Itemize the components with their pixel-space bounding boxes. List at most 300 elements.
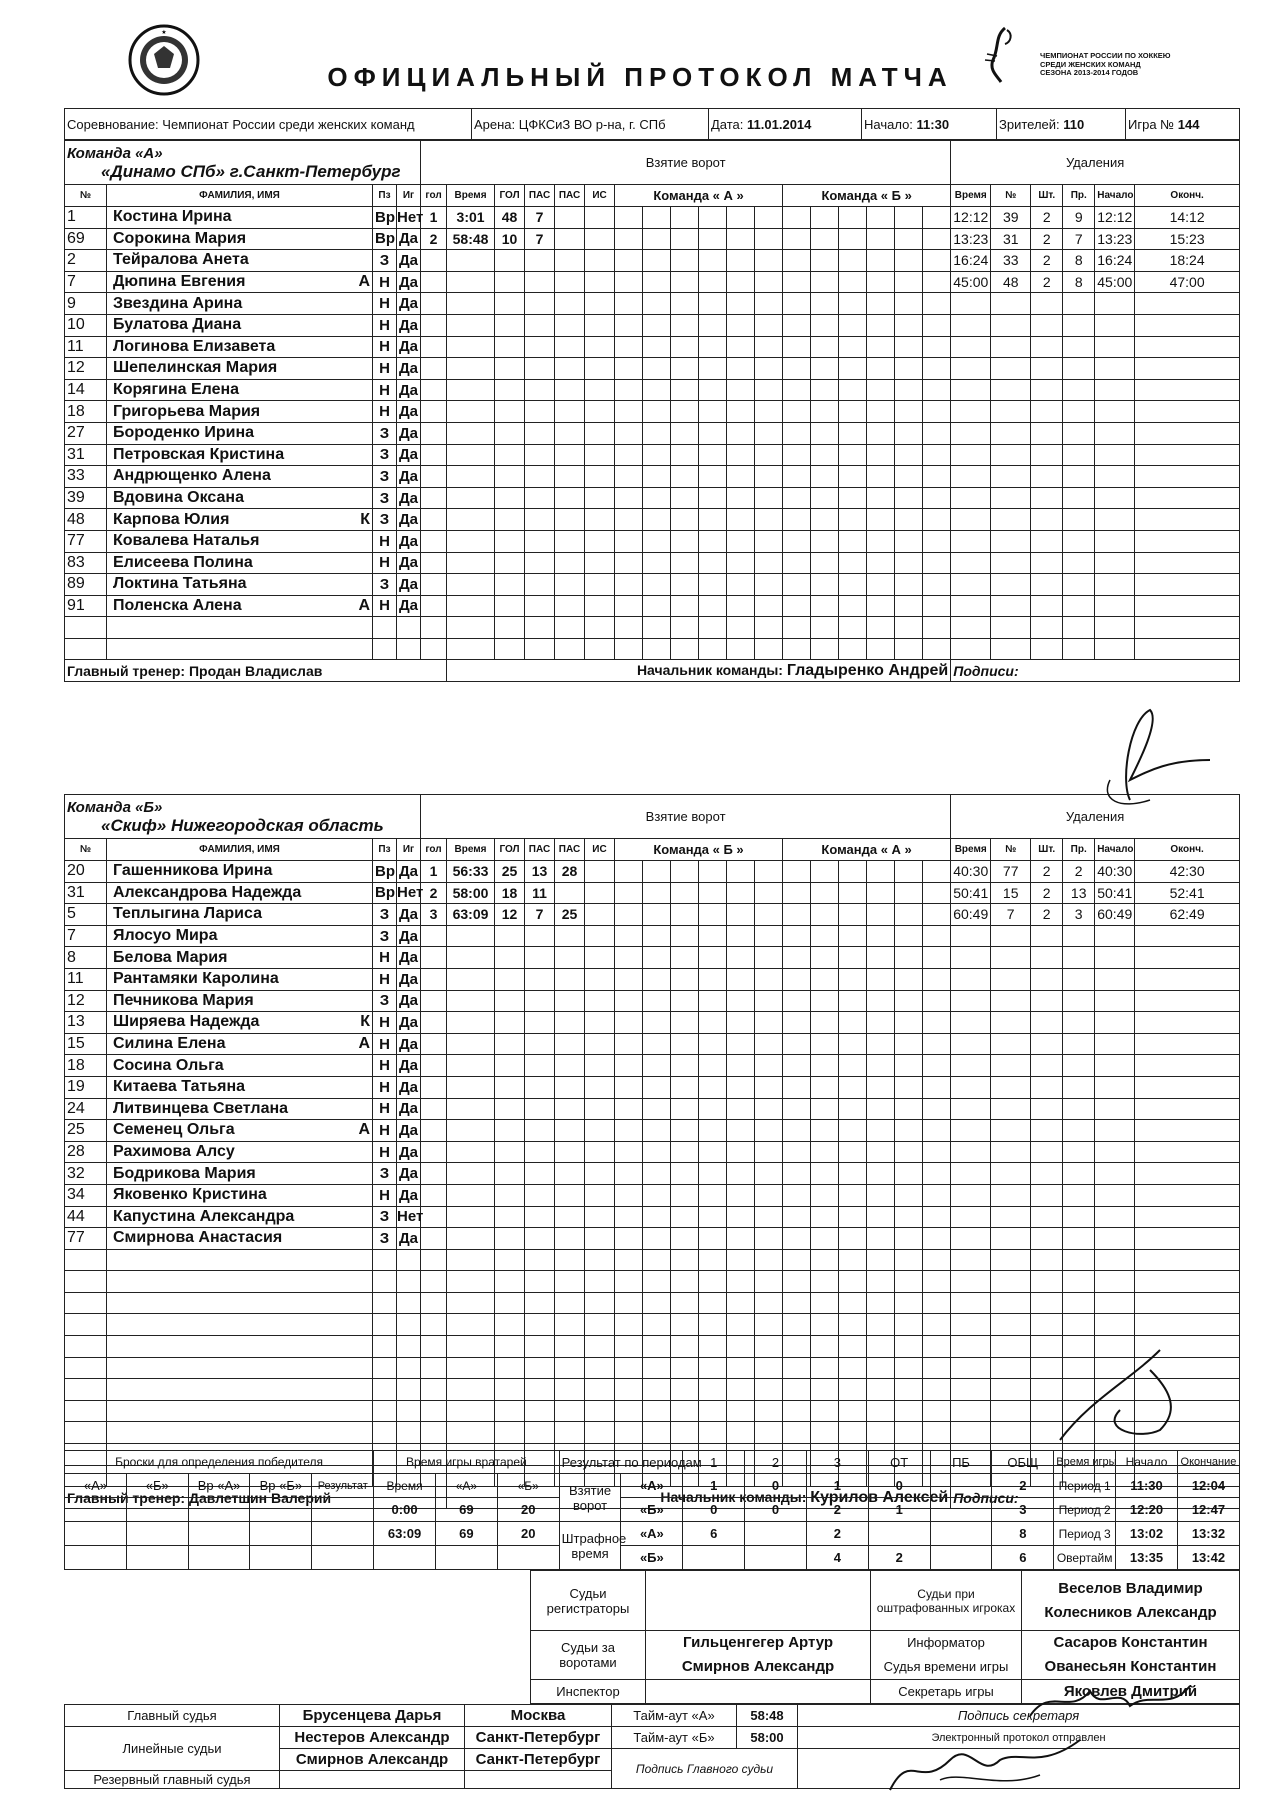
player-role: А bbox=[358, 1035, 370, 1053]
player-number: 9 bbox=[65, 293, 107, 315]
penalty-reason: 3 bbox=[1063, 904, 1095, 926]
team_a-penalties-header: Удаления bbox=[951, 141, 1240, 185]
player-name: Ялосуо Мира bbox=[113, 927, 218, 945]
table-row bbox=[65, 1228, 1240, 1250]
table-row bbox=[65, 1012, 1240, 1034]
player-role: К bbox=[360, 510, 370, 528]
player-number: 27 bbox=[65, 422, 107, 444]
goal-n: 1 bbox=[421, 207, 447, 229]
player-number: 8 bbox=[65, 947, 107, 969]
player-name: Теплыгина Лариса bbox=[113, 905, 262, 923]
penalty-reason: 8 bbox=[1063, 250, 1095, 272]
table-row bbox=[65, 638, 1240, 660]
penalty-start: 60:49 bbox=[1095, 904, 1135, 926]
player-name: Локтина Татьяна bbox=[113, 575, 247, 593]
team_b-coach: Давлетшин Валерий bbox=[188, 1489, 332, 1506]
player-number: 77 bbox=[65, 1228, 107, 1250]
player-played: Да bbox=[397, 293, 421, 315]
player-name: Поленска Алена bbox=[113, 596, 242, 614]
player-played: Да bbox=[397, 904, 421, 926]
player-number: 48 bbox=[65, 509, 107, 531]
goal-pas1: 13 bbox=[525, 861, 555, 883]
goal-gol: 25 bbox=[495, 861, 525, 883]
player-position: З bbox=[373, 1163, 397, 1185]
player-played: Да bbox=[397, 444, 421, 466]
table-row bbox=[65, 617, 1240, 639]
goal-pas2 bbox=[555, 882, 585, 904]
penalty-time: 16:24 bbox=[951, 250, 991, 272]
player-name: Семенец Ольга bbox=[113, 1121, 235, 1139]
player-played: Да bbox=[397, 314, 421, 336]
table-row bbox=[65, 925, 1240, 947]
player-played: Да bbox=[397, 552, 421, 574]
player-position: Н bbox=[373, 1098, 397, 1120]
player-played: Да bbox=[397, 1184, 421, 1206]
goals-by-period-label: Взятие ворот bbox=[559, 1474, 621, 1522]
table-row bbox=[65, 379, 1240, 401]
goal-time: 56:33 bbox=[447, 861, 495, 883]
player-played: Да bbox=[397, 1120, 421, 1142]
table-row bbox=[65, 1422, 1240, 1444]
player-played: Да bbox=[397, 509, 421, 531]
table-row bbox=[65, 968, 1240, 990]
player-number: 33 bbox=[65, 466, 107, 488]
arena-value: ЦФКСиЗ ВО р-на, г. СПб bbox=[518, 116, 666, 132]
table-row bbox=[65, 1336, 1240, 1358]
player-name: Капустина Александра bbox=[113, 1207, 295, 1225]
player-played: Да bbox=[397, 336, 421, 358]
penalty-end: 47:00 bbox=[1135, 271, 1240, 293]
goal-gol: 48 bbox=[495, 207, 525, 229]
penalty-num: 77 bbox=[991, 861, 1031, 883]
player-name: Китаева Татьяна bbox=[113, 1078, 246, 1096]
player-name: Тейралова Анета bbox=[113, 251, 249, 269]
table-row bbox=[65, 1249, 1240, 1271]
player-name: Ковалева Наталья bbox=[113, 532, 260, 550]
player-name: Дюпина Евгения bbox=[113, 273, 246, 291]
table-row bbox=[65, 358, 1240, 380]
player-position: Н bbox=[373, 968, 397, 990]
table-row bbox=[65, 271, 1240, 293]
player-position: Н bbox=[373, 1012, 397, 1034]
goal-time: 58:00 bbox=[447, 882, 495, 904]
player-played: Да bbox=[397, 228, 421, 250]
table-row bbox=[65, 401, 1240, 423]
player-played: Да bbox=[397, 968, 421, 990]
table-row bbox=[65, 422, 1240, 444]
player-number: 11 bbox=[65, 336, 107, 358]
player-number: 91 bbox=[65, 595, 107, 617]
player-name: Ширяева Надежда bbox=[113, 1013, 260, 1031]
table-row bbox=[65, 1163, 1240, 1185]
player-position: Н bbox=[373, 1076, 397, 1098]
player-number: 20 bbox=[65, 861, 107, 883]
player-position: Н bbox=[373, 336, 397, 358]
table-row bbox=[65, 882, 1240, 904]
player-played: Да bbox=[397, 1228, 421, 1250]
goal-n: 1 bbox=[421, 861, 447, 883]
penalty-start: 40:30 bbox=[1095, 861, 1135, 883]
table-row bbox=[65, 207, 1240, 229]
table-row bbox=[65, 509, 1240, 531]
goal-pas1: 11 bbox=[525, 882, 555, 904]
player-name: Бодрикова Мария bbox=[113, 1164, 256, 1182]
goal-gol: 12 bbox=[495, 904, 525, 926]
player-role: А bbox=[358, 1121, 370, 1139]
player-number: 34 bbox=[65, 1184, 107, 1206]
player-position: З bbox=[373, 925, 397, 947]
player-number: 5 bbox=[65, 904, 107, 926]
table-row bbox=[65, 1076, 1240, 1098]
penalty-min: 2 bbox=[1031, 228, 1063, 250]
player-name: Смирнова Анастасия bbox=[113, 1229, 283, 1247]
player-played: Нет bbox=[397, 882, 421, 904]
game-number: 144 bbox=[1177, 116, 1200, 132]
player-position: З bbox=[373, 466, 397, 488]
table-row bbox=[65, 947, 1240, 969]
goal-pas2: 28 bbox=[555, 861, 585, 883]
player-number: 19 bbox=[65, 1076, 107, 1098]
table-row bbox=[65, 552, 1240, 574]
player-name: Бороденко Ирина bbox=[113, 424, 255, 442]
team_b-penalties-header: Удаления bbox=[951, 795, 1240, 839]
table-row bbox=[65, 444, 1240, 466]
player-position: Н bbox=[373, 293, 397, 315]
table-row bbox=[65, 990, 1240, 1012]
player-position: З bbox=[373, 1228, 397, 1250]
team_b-table: Команда «Б» «Скиф» Нижегородская область Взятие ворот Удаления № ФАМИЛИЯ, ИМЯ Пз Иг гол Время ГОЛ ПАС ПАС ИС Команда « Б » Команда « А » Время № Шт. Пр. Начало Оконч. 20 Гашенникова Ирина Вр Да 1 56:33 25 13 28 40:30 77 2 2 40:30 42:30 31 Александрова Надежда Вр Нет 2 58:00 18 11 50:41 15 2 13 50:41 52:41 5 Теплыгина Лариса З Да 3 63:09 12 7 25 60:49 7 2 3 60:49 62:49 7 Ялосуо Мира З Да 8 Белова Мария Н Да 11 Рантамяки Каролина Н Да 12 Печникова Мария З Да 13 Ширяева Надежда К Н Да 15 Силина Елена А Н Да 18 Сосина Ольга Н Да 19 Китаева Татьяна Н Да 24 Литвинцева Светлана Н Да 25 Семенец Ольга А Н Да 28 Рахимова Алсу Н Да 32 Бодрикова Мария З Да 34 Яковенко Кристина Н Да 44 Капустина Александра З Нет 77 Смирнова Анастасия З Да Главный тренер: Давлетшин Валерий Начальник команды: Курилов Алексей Подписи: bbox=[64, 794, 1240, 1509]
player-played: Да bbox=[397, 250, 421, 272]
player-played: Да bbox=[397, 990, 421, 1012]
start-value: 11:30 bbox=[916, 116, 950, 132]
player-name: Андрющенко Алена bbox=[113, 467, 271, 485]
player-position: Н bbox=[373, 401, 397, 423]
player-position: З bbox=[373, 422, 397, 444]
player-position: Н bbox=[373, 1033, 397, 1055]
player-played: Да bbox=[397, 925, 421, 947]
player-name: Логинова Елизавета bbox=[113, 337, 276, 355]
player-number: 31 bbox=[65, 882, 107, 904]
table-row bbox=[65, 250, 1240, 272]
team_a-goals-header: Взятие ворот bbox=[421, 141, 951, 185]
player-number: 18 bbox=[65, 1055, 107, 1077]
svg-text:★: ★ bbox=[161, 29, 167, 36]
penalty-time: 40:30 bbox=[951, 861, 991, 883]
player-position: Вр bbox=[373, 861, 397, 883]
championship-caption: ЧЕМПИОНАТ РОССИИ ПО ХОККЕЮ СРЕДИ ЖЕНСКИХ КОМАНД СЕЗОНА 2013-2014 ГОДОВ bbox=[1040, 51, 1171, 77]
player-played: Да bbox=[397, 1012, 421, 1034]
table-row bbox=[65, 1400, 1240, 1422]
penalty-min: 2 bbox=[1031, 271, 1063, 293]
penalty-start: 12:12 bbox=[1095, 207, 1135, 229]
player-number: 18 bbox=[65, 401, 107, 423]
penalty-min: 2 bbox=[1031, 250, 1063, 272]
player-played: Да bbox=[397, 401, 421, 423]
table-row bbox=[65, 861, 1240, 883]
player-position: Н bbox=[373, 379, 397, 401]
penalty-min: 2 bbox=[1031, 904, 1063, 926]
penalty-num: 15 bbox=[991, 882, 1031, 904]
table-row bbox=[65, 574, 1240, 596]
player-played: Да bbox=[397, 947, 421, 969]
table-row bbox=[65, 228, 1240, 250]
player-number: 15 bbox=[65, 1033, 107, 1055]
goalie-time-label: Время игры вратарей bbox=[374, 1451, 559, 1474]
table-row bbox=[65, 904, 1240, 926]
goal-pas1: 7 bbox=[525, 228, 555, 250]
player-number: 32 bbox=[65, 1163, 107, 1185]
player-position: Н bbox=[373, 552, 397, 574]
penalty-end: 42:30 bbox=[1135, 861, 1240, 883]
table-row bbox=[65, 1098, 1240, 1120]
player-role: К bbox=[360, 1013, 370, 1031]
table-row bbox=[65, 1055, 1240, 1077]
penalty-start: 16:24 bbox=[1095, 250, 1135, 272]
player-position: Вр bbox=[373, 207, 397, 229]
team_b-label: Команда «Б» bbox=[67, 798, 163, 816]
table-row bbox=[65, 1314, 1240, 1336]
player-played: Да bbox=[397, 1033, 421, 1055]
goal-pas1: 7 bbox=[525, 207, 555, 229]
penalty-reason: 7 bbox=[1063, 228, 1095, 250]
goal-n: 2 bbox=[421, 882, 447, 904]
player-number: 11 bbox=[65, 968, 107, 990]
player-position: Вр bbox=[373, 228, 397, 250]
penalty-end: 15:23 bbox=[1135, 228, 1240, 250]
player-name: Костина Ирина bbox=[113, 208, 232, 226]
player-number: 24 bbox=[65, 1098, 107, 1120]
player-position: Н bbox=[373, 1184, 397, 1206]
match-header: Соревнование: Чемпионат России среди женских команд Арена: ЦФКСиЗ ВО р-на, г. СПб Дата: 11.01.2014 Начало: 11:30 Зрителей: 110 Игра № 144 bbox=[64, 108, 1240, 140]
player-number: 28 bbox=[65, 1141, 107, 1163]
goal-gol: 18 bbox=[495, 882, 525, 904]
referees-table: Главный судья Брусенцева Дарья Москва Тайм-аут «А» 58:48 Подпись секретаря Линейные судьи Нестеров Александр Санкт-Петербург Тайм-аут «Б» 58:00 Электронный протокол отправлен Смирнов Александр Санкт-Петербург Подпись Главного судьи Резервный главный судья bbox=[64, 1704, 1240, 1789]
penalty-min: 2 bbox=[1031, 207, 1063, 229]
penalty-num: 33 bbox=[991, 250, 1031, 272]
player-position: З bbox=[373, 990, 397, 1012]
player-position: Н bbox=[373, 595, 397, 617]
player-number: 77 bbox=[65, 530, 107, 552]
table-row bbox=[65, 1292, 1240, 1314]
penalty-min: 2 bbox=[1031, 861, 1063, 883]
competition-value: Чемпионат России среди женских команд bbox=[162, 116, 415, 132]
periods-label: Результат по периодам bbox=[559, 1451, 683, 1474]
player-number: 69 bbox=[65, 228, 107, 250]
player-position: Н bbox=[373, 314, 397, 336]
player-played: Да bbox=[397, 422, 421, 444]
player-number: 12 bbox=[65, 358, 107, 380]
penalty-time: 13:23 bbox=[951, 228, 991, 250]
table-row bbox=[65, 314, 1240, 336]
team_a-coach: Продан Владислав bbox=[188, 662, 323, 679]
goal-pas2 bbox=[555, 207, 585, 229]
spectators-value: 110 bbox=[1063, 116, 1085, 132]
player-name: Петровская Кристина bbox=[113, 445, 285, 463]
player-number: 14 bbox=[65, 379, 107, 401]
player-name: Рахимова Алсу bbox=[113, 1143, 235, 1161]
penalty-time: 50:41 bbox=[951, 882, 991, 904]
player-name: Рантамяки Каролина bbox=[113, 970, 279, 988]
penalty-start: 13:23 bbox=[1095, 228, 1135, 250]
player-number: 1 bbox=[65, 207, 107, 229]
penalty-reason: 9 bbox=[1063, 207, 1095, 229]
penalty-end: 18:24 bbox=[1135, 250, 1240, 272]
player-played: Да bbox=[397, 1076, 421, 1098]
player-number: 13 bbox=[65, 1012, 107, 1034]
player-position: Н bbox=[373, 358, 397, 380]
summary-table: Броски для определения победителя Время игры вратарей Результат по периодам 1 2 3 ОТ ПБ ОБЩ Время игры Начало Окончание «А» «Б» Вр «А» Вр «Б» Результат Время «А» «Б» Взятие ворот «А» 1 0 1 0 2 Период 1 11:30 12:04 0:00 69 20 «Б» 0 0 2 1 3 Период 2 12:20 12:47 63:09 69 20 Штрафное время «А» 6 2 8 Период 3 13:02 13:32 «Б» 4 2 6 Овертайм 13:35 13:42 bbox=[64, 1450, 1240, 1570]
player-name: Звездина Арина bbox=[113, 294, 243, 312]
table-row bbox=[65, 1206, 1240, 1228]
penalty-reason: 8 bbox=[1063, 271, 1095, 293]
goal-pas1: 7 bbox=[525, 904, 555, 926]
team_a-table: Команда «А» «Динамо СПб» г.Санкт-Петербург Взятие ворот Удаления № ФАМИЛИЯ, ИМЯ Пз Иг гол Время ГОЛ ПАС ПАС ИС Команда « А » Команда « Б » Время № Шт. Пр. Начало Оконч. 1 Костина Ирина Вр Нет 1 3:01 48 7 12:12 39 2 9 12:12 14:12 69 Сорокина Мария Вр Да 2 58:48 10 7 13:23 31 2 7 13:23 15:23 2 Тейралова Анета З Да 16:24 33 2 8 16:24 18:24 7 Дюпина Евгения А Н Да 45:00 48 2 8 45:00 47:00 9 Звездина Арина Н Да 10 Булатова Диана Н Да 11 Логинова Елизавета Н Да 12 Шепелинская Мария Н Да 14 Корягина Елена Н Да 18 Григорьева Мария Н Да 27 Бороденко Ирина З Да 31 Петровская Кристина З Да 33 Андрющенко Алена З Да 39 Вдовина Оксана З Да 48 Карпова Юлия К З Да 77 Ковалева Наталья Н Да 83 Елисеева Полина Н Да 89 Локтина Татьяна З Да 91 Поленска Алена А Н Да Главный тренер: Продан Владислав Начальник команды: Гладыренко Андрей Подписи: bbox=[64, 140, 1240, 682]
penalty-time: 45:00 bbox=[951, 271, 991, 293]
player-position: Н bbox=[373, 947, 397, 969]
player-played: Да bbox=[397, 1098, 421, 1120]
officials-table: Судьи регистраторы Судьи при оштрафованных игроках Веселов Владимир Колесников Александр Судьи за воротами Гильценгегер Артур Смирнов Александр Информатор Судья времени игры Сасаров Константин Ованесьян Константин Инспектор Секретарь игры Яковлев Дмитрий bbox=[530, 1570, 1240, 1704]
team_b-goals-header: Взятие ворот bbox=[421, 795, 951, 839]
team_b-team-name: «Скиф» Нижегородская область bbox=[101, 815, 384, 835]
team_a-manager: Гладыренко Андрей bbox=[786, 661, 949, 679]
goal-time: 63:09 bbox=[447, 904, 495, 926]
player-number: 12 bbox=[65, 990, 107, 1012]
player-name: Шепелинская Мария bbox=[113, 359, 278, 377]
penalty-end: 62:49 bbox=[1135, 904, 1240, 926]
table-row bbox=[65, 1033, 1240, 1055]
championship-logo bbox=[985, 26, 1015, 84]
player-position: З bbox=[373, 904, 397, 926]
player-number: 83 bbox=[65, 552, 107, 574]
player-position: Н bbox=[373, 271, 397, 293]
penalty-num: 7 bbox=[991, 904, 1031, 926]
player-position: Н bbox=[373, 1055, 397, 1077]
player-name: Григорьева Мария bbox=[113, 402, 261, 420]
player-played: Да bbox=[397, 271, 421, 293]
player-role: А bbox=[358, 596, 370, 614]
penalty-end: 14:12 bbox=[1135, 207, 1240, 229]
player-number: 10 bbox=[65, 314, 107, 336]
player-played: Да bbox=[397, 530, 421, 552]
player-number: 25 bbox=[65, 1120, 107, 1142]
shootout-label: Броски для определения победителя bbox=[65, 1451, 374, 1474]
penalty-num: 31 bbox=[991, 228, 1031, 250]
player-position: З bbox=[373, 444, 397, 466]
player-played: Да bbox=[397, 1141, 421, 1163]
player-number: 39 bbox=[65, 487, 107, 509]
table-row bbox=[65, 1357, 1240, 1379]
goal-pas2 bbox=[555, 228, 585, 250]
player-number: 7 bbox=[65, 925, 107, 947]
page-title: ОФИЦИАЛЬНЫЙ ПРОТОКОЛ МАТЧА bbox=[327, 62, 953, 92]
penalty-min: 2 bbox=[1031, 882, 1063, 904]
player-number: 31 bbox=[65, 444, 107, 466]
team_b-manager: Курилов Алексей bbox=[810, 1488, 949, 1506]
date-value: 11.01.2014 bbox=[747, 116, 812, 132]
player-name: Печникова Мария bbox=[113, 991, 254, 1009]
player-name: Булатова Диана bbox=[113, 316, 242, 334]
player-role: А bbox=[358, 273, 370, 291]
table-row bbox=[65, 293, 1240, 315]
table-row bbox=[65, 1120, 1240, 1142]
goal-n: 2 bbox=[421, 228, 447, 250]
penalty-start: 50:41 bbox=[1095, 882, 1135, 904]
player-played: Нет bbox=[397, 207, 421, 229]
team_a-label: Команда «А» bbox=[67, 144, 163, 162]
penalty-reason: 13 bbox=[1063, 882, 1095, 904]
player-position: Н bbox=[373, 1120, 397, 1142]
table-row bbox=[65, 1379, 1240, 1401]
table-row bbox=[65, 530, 1240, 552]
player-name: Гашенникова Ирина bbox=[113, 862, 273, 880]
player-number: 89 bbox=[65, 574, 107, 596]
table-row bbox=[65, 1184, 1240, 1206]
player-position: Вр bbox=[373, 882, 397, 904]
player-name: Корягина Елена bbox=[113, 381, 240, 399]
player-position: Н bbox=[373, 1141, 397, 1163]
penalty-by-period-label: Штрафное время bbox=[559, 1522, 621, 1570]
player-position: Н bbox=[373, 530, 397, 552]
penalty-reason: 2 bbox=[1063, 861, 1095, 883]
player-played: Да bbox=[397, 861, 421, 883]
penalty-num: 39 bbox=[991, 207, 1031, 229]
player-position: З bbox=[373, 487, 397, 509]
player-name: Белова Мария bbox=[113, 948, 228, 966]
player-played: Да bbox=[397, 466, 421, 488]
team_a-team-name: «Динамо СПб» г.Санкт-Петербург bbox=[101, 161, 401, 181]
player-name: Александрова Надежда bbox=[113, 883, 302, 901]
player-number: 7 bbox=[65, 271, 107, 293]
player-played: Да bbox=[397, 1163, 421, 1185]
goal-time: 58:48 bbox=[447, 228, 495, 250]
player-played: Да bbox=[397, 595, 421, 617]
goal-n: 3 bbox=[421, 904, 447, 926]
player-played: Да bbox=[397, 1055, 421, 1077]
player-played: Да bbox=[397, 574, 421, 596]
player-name: Елисеева Полина bbox=[113, 553, 253, 571]
team_b-name-cell bbox=[65, 795, 421, 839]
table-row bbox=[65, 466, 1240, 488]
player-played: Да bbox=[397, 358, 421, 380]
player-name: Карпова Юлия bbox=[113, 510, 230, 528]
player-position: З bbox=[373, 574, 397, 596]
table-row bbox=[65, 1141, 1240, 1163]
goal-gol: 10 bbox=[495, 228, 525, 250]
player-name: Сосина Ольга bbox=[113, 1056, 224, 1074]
goal-time: 3:01 bbox=[447, 207, 495, 229]
player-number: 2 bbox=[65, 250, 107, 272]
player-name: Силина Елена bbox=[113, 1035, 226, 1053]
player-number: 44 bbox=[65, 1206, 107, 1228]
player-name: Вдовина Оксана bbox=[113, 489, 244, 507]
penalty-time: 12:12 bbox=[951, 207, 991, 229]
penalty-end: 52:41 bbox=[1135, 882, 1240, 904]
penalty-time: 60:49 bbox=[951, 904, 991, 926]
player-played: Да bbox=[397, 379, 421, 401]
table-row bbox=[65, 1271, 1240, 1293]
table-row bbox=[65, 336, 1240, 358]
table-row bbox=[65, 595, 1240, 617]
team_a-name-cell bbox=[65, 141, 421, 185]
player-name: Литвинцева Светлана bbox=[113, 1099, 289, 1117]
penalty-num: 48 bbox=[991, 271, 1031, 293]
player-played: Да bbox=[397, 487, 421, 509]
table-row bbox=[65, 487, 1240, 509]
player-position: З bbox=[373, 1206, 397, 1228]
player-played: Нет bbox=[397, 1206, 421, 1228]
player-name: Сорокина Мария bbox=[113, 229, 247, 247]
player-position: З bbox=[373, 250, 397, 272]
